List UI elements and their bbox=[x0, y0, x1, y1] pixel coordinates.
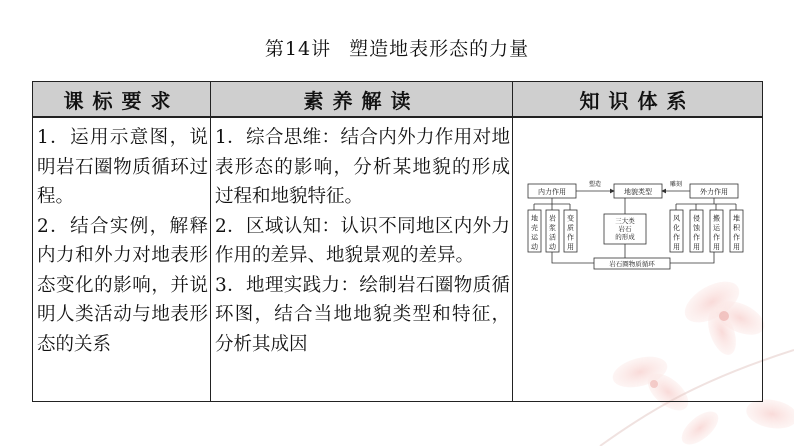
outer-item-label: 侵蚀作用 bbox=[693, 214, 700, 251]
inner-item-label: 岩浆活动 bbox=[549, 214, 556, 251]
rock-cycle-label: 岩石圈物质循环 bbox=[609, 260, 655, 268]
carve-arrow-label: 雕刻 bbox=[669, 181, 683, 188]
course-table bbox=[32, 81, 763, 402]
header-knowledge-system: 知识体系 bbox=[513, 82, 763, 118]
content-row bbox=[33, 117, 763, 402]
literacy-cell bbox=[211, 117, 513, 402]
literacy-item: 1．综合思维：结合内外力作用对地表形态的影响，分析某地貌的形成过程和地貌特征。 bbox=[215, 127, 510, 207]
inner-item-label: 地壳运动 bbox=[531, 214, 538, 251]
outer-force-label: 外力作用 bbox=[700, 188, 728, 196]
shape-arrow-label: 塑造 bbox=[588, 181, 602, 188]
requirement-item: 1．运用示意图，说明岩石圈物质循环过程。 bbox=[37, 127, 208, 207]
landform-type-label: 地貌类型 bbox=[624, 188, 652, 196]
header-row bbox=[33, 82, 763, 118]
knowledge-diagram bbox=[522, 178, 752, 270]
inner-item-label: 变质作用 bbox=[567, 214, 574, 251]
knowledge-system-cell bbox=[513, 117, 763, 402]
requirement-item: 2．结合实例，解释内力和外力对地表形态变化的影响，并说明人类活动与地表形态的关系 bbox=[37, 215, 208, 355]
literacy-item: 3．地理实践力：绘制岩石圈物质循环图，结合当地地貌类型和特征，分析其成因 bbox=[215, 274, 510, 355]
rock-formation-label: 三大类岩石的形成 bbox=[615, 217, 635, 241]
header-literacy: 素养解读 bbox=[211, 82, 513, 118]
page-title bbox=[0, 34, 794, 61]
outer-item-label: 风化作用 bbox=[673, 214, 680, 251]
outer-item-label: 堆积作用 bbox=[733, 214, 740, 251]
header-requirements: 课标要求 bbox=[33, 82, 211, 118]
lesson-topic: 塑造地表形态的力量 bbox=[349, 38, 530, 60]
inner-force-label: 内力作用 bbox=[538, 188, 566, 196]
literacy-item: 2．区域认知：认识不同地区内外力作用的差异、地貌景观的差异。 bbox=[215, 215, 510, 266]
outer-item-label: 搬运作用 bbox=[713, 214, 720, 251]
requirements-cell bbox=[33, 117, 211, 402]
lesson-number: 第14讲 bbox=[264, 38, 332, 60]
